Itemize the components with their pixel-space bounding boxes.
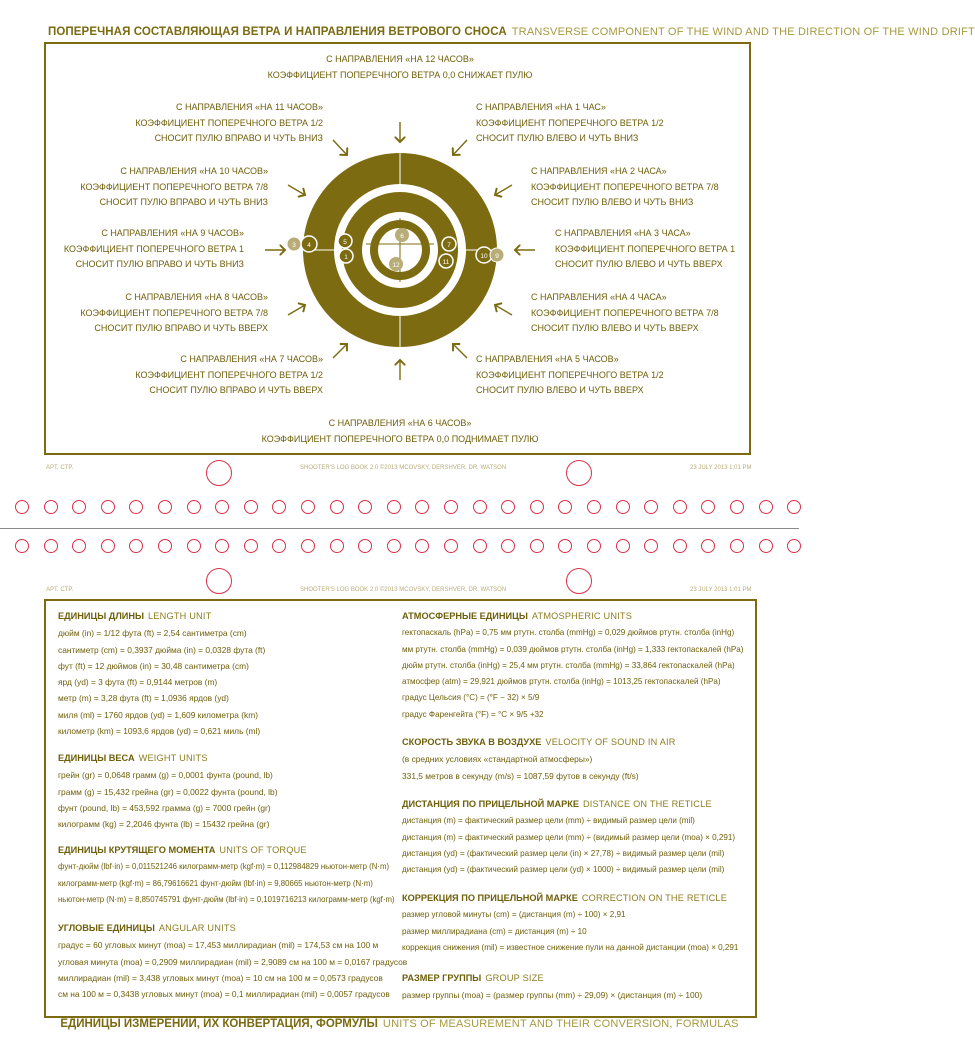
arrow-8 [288, 305, 305, 315]
impact-label-5: 5 [343, 239, 347, 246]
impact-label-9: 9 [495, 253, 499, 260]
bottom-title-ru: ЕДИНИЦЫ ИЗМЕРЕНИЙ, ИХ КОНВЕРТАЦИЯ, ФОРМУЛЫ [60, 1018, 378, 1030]
punch-hole [759, 500, 773, 514]
punch-hole [530, 539, 544, 553]
section-heading: РАЗМЕР ГРУППЫ GROUP SIZE [402, 973, 544, 983]
sound-velocity-section: СКОРОСТЬ ЗВУКА В ВОЗДУХЕ VELOCITY OF SOUND IN AIR (в средних условиях «стандартной атмосферы») 331,5 метров в секунду (m/s) = 1087,59 футов в секунду (ft/s) [402, 734, 676, 784]
ring-hole-large [206, 568, 232, 594]
impact-label-6: 6 [400, 233, 404, 240]
punch-hole [330, 539, 344, 553]
punch-hole [558, 500, 572, 514]
punch-hole [44, 539, 58, 553]
punch-hole [244, 539, 258, 553]
arrow-11 [333, 140, 347, 155]
bottom-footer-left: APT. CTP. [46, 587, 74, 593]
section-heading: ЕДИНИЦЫ ВЕСА WEIGHT UNITS [58, 753, 208, 763]
direction-11-label: С НАПРАВЛЕНИЯ «НА 11 ЧАСОВ» КОЭФФИЦИЕНТ ПОПЕРЕЧНОГО ВЕТРА 1/2 СНОСИТ ПУЛЮ ВПРАВО И ЧУТЬ ВНИЗ [135, 102, 323, 143]
punch-hole [129, 500, 143, 514]
section-heading: ЕДИНИЦЫ ДЛИНЫ LENGTH UNIT [58, 611, 212, 621]
punch-hole [415, 539, 429, 553]
top-title-en: TRANSVERSE COMPONENT OF THE WIND AND THE DIRECTION OF THE WIND DRIFT [511, 26, 975, 38]
impact-label-1: 1 [344, 254, 348, 261]
wind-target-diagram [0, 0, 799, 470]
direction-12-label: С НАПРАВЛЕНИЯ «НА 12 ЧАСОВ» КОЭФФИЦИЕНТ ПОПЕРЕЧНОГО ВЕТРА 0,0 СНИЖАЕТ ПУЛЮ [267, 54, 533, 80]
angular-units-section: УГЛОВЫЕ ЕДИНИЦЫ ANGULAR UNITS градус = 60 угловых минут (moa) = 17,453 миллирадиан (mil) = 174,53 см на 100 м угловая минута (moa) = 0,2909 миллирадиан (mil) = 2,9089 см на 100 м = 0,0167 градусов миллирадиан (mil) = 3,438 угловых минут (moa) = 10 см на 100 м = 0,0573 градусов см на 100 м = 0,3438 угловых минут (moa) = 0,1 миллирадиан (mil) = 0,0057 градусов [58, 920, 407, 1002]
bottom-title-en: UNITS OF MEASUREMENT AND THEIR CONVERSION, FORMULAS [382, 1018, 739, 1030]
punch-hole [187, 500, 201, 514]
punch-hole [558, 539, 572, 553]
arrow-1 [453, 140, 467, 155]
arrow-5 [453, 344, 467, 358]
arrow-7 [333, 344, 347, 358]
section-heading: АТМОСФЕРНЫЕ ЕДИНИЦЫ ATMOSPHERIC UNITS [402, 611, 633, 621]
punch-hole [15, 500, 29, 514]
impact-label-10: 10 [480, 253, 488, 260]
direction-7-label: С НАПРАВЛЕНИЯ «НА 7 ЧАСОВ» КОЭФФИЦИЕНТ ПОПЕРЕЧНОГО ВЕТРА 1/2 СНОСИТ ПУЛЮ ВПРАВО И ЧУТЬ ВВЕРХ [135, 354, 323, 395]
punch-hole [673, 539, 687, 553]
punch-hole [129, 539, 143, 553]
section-heading: КОРРЕКЦИЯ ПО ПРИЦЕЛЬНОЙ МАРКЕ CORRECTION ON THE RETICLE [402, 893, 728, 903]
punch-hole [387, 500, 401, 514]
section-heading: ЕДИНИЦЫ КРУТЯЩЕГО МОМЕНТА UNITS OF TORQUE [58, 845, 307, 855]
direction-2-label: С НАПРАВЛЕНИЯ «НА 2 ЧАСА» КОЭФФИЦИЕНТ ПОПЕРЕЧНОГО ВЕТРА 7/8 СНОСИТ ПУЛЮ ВЛЕВО И ЧУТЬ ВНИЗ [531, 166, 719, 207]
impact-label-7: 7 [447, 242, 451, 249]
impact-label-11: 11 [442, 259, 450, 266]
bottom-footer-right: 23 JULY 2013 1:01 PM [690, 587, 752, 593]
direction-1-label: С НАПРАВЛЕНИЯ «НА 1 ЧАС» КОЭФФИЦИЕНТ ПОПЕРЕЧНОГО ВЕТРА 1/2 СНОСИТ ПУЛЮ ВЛЕВО И ЧУТЬ ВНИЗ [476, 102, 664, 143]
punch-hole [444, 500, 458, 514]
group-size-section: РАЗМЕР ГРУППЫ GROUP SIZE размер группы (moa) = (размер группы (mm) ÷ 29,09) × (дистанция (m) ÷ 100) [402, 970, 702, 1004]
punch-hole [358, 539, 372, 553]
punch-hole [616, 500, 630, 514]
weight-units-section: ЕДИНИЦЫ ВЕСА WEIGHT UNITS грейн (gr) = 0,0648 грамм (g) = 0,0001 фунта (pound, lb) грамм (g) = 15,432 грейна (gr) = 0,0022 фунта (pound, lb) фунт (pound, lb) = 453,592 грамма (g) = 7000 грейн (gr) килограмм (kg) = 2,2046 фунта (lb) = 15432 грейна (gr) [58, 750, 277, 832]
punch-hole [215, 500, 229, 514]
direction-8-label: С НАПРАВЛЕНИЯ «НА 8 ЧАСОВ» КОЭФФИЦИЕНТ ПОПЕРЕЧНОГО ВЕТРА 7/8 СНОСИТ ПУЛЮ ВПРАВО И ЧУТЬ ВВЕРХ [80, 292, 268, 333]
punch-hole [587, 500, 601, 514]
correction-reticle-section: КОРРЕКЦИЯ ПО ПРИЦЕЛЬНОЙ МАРКЕ CORRECTION ON THE RETICLE размер угловой минуты (cm) = (дистанция (m) ÷ 100) × 2,91 размер миллирадиана (cm) = дистанция (m) ÷ 10 коррекция снижения (mil) = известное снижение пули на данной дистанции (moa) × 0,291 [402, 890, 738, 956]
torque-units-section: ЕДИНИЦЫ КРУТЯЩЕГО МОМЕНТА UNITS OF TORQUE фунт-дюйм (lbf·in) = 0,011521246 килограмм-метр (kgf·m) = 0,112984829 ньютон-метр (N·m) килограмм-метр (kgf·m) = 86,79616621 фунт-дюйм (lbf·in) = 9,80665 ньютон-метр (N·m) ньютон-метр (N·m) = 8,850745791 фунт-дюйм (lbf·in) = 0,1019716213 килограмм-метр (kgf·m) [58, 842, 395, 908]
bottom-footer-center: SHOOTER'S LOG BOOK 2.0 ©2013 MCOVSKY, DERSHVER, DR. WATSON [300, 587, 507, 593]
punch-hole [387, 539, 401, 553]
distance-reticle-section: ДИСТАНЦИЯ ПО ПРИЦЕЛЬНОЙ МАРКЕ DISTANCE ON THE RETICLE дистанция (m) = фактический размер цели (mm) ÷ видимый размер цели (mil) дистанция (m) = фактический размер цели (mm) ÷ (видимый размер цели (moa) × 0,291) дистанция (yd) = (фактический размер цели (in) × 27,78) ÷ видимый размер цели (mil) дистанция (yd) = (фактический размер цели (yd) × 1000) ÷ видимый размер цели (mil) [402, 796, 735, 878]
punch-hole [101, 500, 115, 514]
punch-hole [158, 500, 172, 514]
punch-hole [272, 539, 286, 553]
section-heading: СКОРОСТЬ ЗВУКА В ВОЗДУХЕ VELOCITY OF SOUND IN AIR [402, 737, 676, 747]
punch-hole [501, 500, 515, 514]
top-footer-left: APT. CTP. [46, 465, 74, 471]
punch-hole [301, 539, 315, 553]
impact-label-4: 4 [307, 242, 311, 249]
punch-hole [473, 500, 487, 514]
ring-hole-large [566, 460, 592, 486]
punch-hole [72, 539, 86, 553]
section-heading: УГЛОВЫЕ ЕДИНИЦЫ ANGULAR UNITS [58, 923, 236, 933]
punch-hole [415, 500, 429, 514]
punch-hole [473, 539, 487, 553]
ring-hole-large [566, 568, 592, 594]
punch-hole [444, 539, 458, 553]
length-units-section: ЕДИНИЦЫ ДЛИНЫ LENGTH UNIT дюйм (in) = 1/12 фута (ft) = 2,54 сантиметра (cm) сантиметр (cm) = 0,3937 дюйма (in) = 0,0328 фута (ft) фут (ft) = 12 дюймов (in) = 30,48 сантиметра (cm) ярд (yd) = 3 фута (ft) = 0,9144 метров (m) метр (m) = 3,28 фута (ft) = 1,0936 ярдов (yd) миля (ml) = 1760 ярдов (yd) = 1,609 километра (km) километр (km) = 1093,6 ярдов (yd) = 0,621 миль (ml) [58, 608, 265, 739]
punch-hole [101, 539, 115, 553]
direction-6-label: С НАПРАВЛЕНИЯ «НА 6 ЧАСОВ» КОЭФФИЦИЕНТ ПОПЕРЕЧНОГО ВЕТРА 0,0 ПОДНИМАЕТ ПУЛЮ [261, 418, 539, 444]
atmospheric-units-section: АТМОСФЕРНЫЕ ЕДИНИЦЫ ATMOSPHERIC UNITS гектопаскаль (hPa) = 0,75 мм ртутн. столба (mmHg) = 0,029 дюймов ртутн. столба (inHg) мм ртутн. столба (mmHg) = 0,039 дюймов ртутн. столба (inHg) = 1,333 гектопаскалей (hPa) дюйм ртутн. столба (inHg) = 25,4 мм ртутн. столба (mmHg) = 33,864 гектопаскалей (hPa) атмосфер (atm) = 29,921 дюймов ртутн. столба (inHg) = 1013,25 гектопаскалей (hPa) градус Цельсия (°C) = (°F − 32) × 5/9 градус Фаренгейта (°F) = °C × 9/5 +32 [402, 608, 743, 723]
impact-label-12: 12 [392, 262, 400, 269]
punch-hole [272, 500, 286, 514]
punch-hole [644, 500, 658, 514]
punch-hole [730, 500, 744, 514]
punch-hole [701, 500, 715, 514]
section-heading: ДИСТАНЦИЯ ПО ПРИЦЕЛЬНОЙ МАРКЕ DISTANCE ON THE RETICLE [402, 799, 712, 809]
punch-hole [330, 500, 344, 514]
bottom-page-title [0, 1018, 799, 1030]
punch-hole [759, 539, 773, 553]
punch-hole [215, 539, 229, 553]
direction-3-label: С НАПРАВЛЕНИЯ «НА 3 ЧАСА» КОЭФФИЦИЕНТ ПОПЕРЕЧНОГО ВЕТРА 1 СНОСИТ ПУЛЮ ВЛЕВО И ЧУТЬ ВВЕРХ [555, 228, 736, 269]
top-title-ru: ПОПЕРЕЧНАЯ СОСТАВЛЯЮЩАЯ ВЕТРА И НАПРАВЛЕНИЯ ВЕТРОВОГО СНОСА [48, 26, 507, 38]
punch-hole [15, 539, 29, 553]
impact-label-3: 3 [292, 242, 296, 249]
punch-hole [158, 539, 172, 553]
punch-hole [673, 500, 687, 514]
arrow-10 [288, 185, 305, 195]
punch-hole [644, 539, 658, 553]
punch-hole [244, 500, 258, 514]
top-footer-right: 23 JULY 2013 1:01 PM [690, 465, 752, 471]
punch-hole [530, 500, 544, 514]
punch-hole [787, 539, 801, 553]
punch-hole [187, 539, 201, 553]
punch-hole [44, 500, 58, 514]
direction-5-label: С НАПРАВЛЕНИЯ «НА 5 ЧАСОВ» КОЭФФИЦИЕНТ ПОПЕРЕЧНОГО ВЕТРА 1/2 СНОСИТ ПУЛЮ ВЛЕВО И ЧУТЬ ВВЕРХ [476, 354, 664, 395]
page-cut-line [0, 528, 799, 529]
punch-hole [787, 500, 801, 514]
arrow-4 [495, 305, 512, 315]
direction-10-label: С НАПРАВЛЕНИЯ «НА 10 ЧАСОВ» КОЭФФИЦИЕНТ ПОПЕРЕЧНОГО ВЕТРА 7/8 СНОСИТ ПУЛЮ ВПРАВО И ЧУТЬ ВНИЗ [80, 166, 268, 207]
direction-9-label: С НАПРАВЛЕНИЯ «НА 9 ЧАСОВ» КОЭФФИЦИЕНТ ПОПЕРЕЧНОГО ВЕТРА 1 СНОСИТ ПУЛЮ ВПРАВО И ЧУТЬ ВНИЗ [63, 228, 244, 269]
target-rings [303, 153, 497, 347]
punch-hole [587, 539, 601, 553]
ring-hole-large [206, 460, 232, 486]
punch-hole [616, 539, 630, 553]
arrow-2 [495, 185, 512, 195]
punch-hole [358, 500, 372, 514]
punch-hole [701, 539, 715, 553]
punch-hole [501, 539, 515, 553]
top-footer-center: SHOOTER'S LOG BOOK 2.0 ©2013 MCOVSKY, DERSHVER, DR. WATSON [300, 465, 507, 471]
punch-hole [72, 500, 86, 514]
punch-hole [730, 539, 744, 553]
punch-hole [301, 500, 315, 514]
direction-4-label: С НАПРАВЛЕНИЯ «НА 4 ЧАСА» КОЭФФИЦИЕНТ ПОПЕРЕЧНОГО ВЕТРА 7/8 СНОСИТ ПУЛЮ ВЛЕВО И ЧУТЬ ВВЕРХ [531, 292, 719, 333]
